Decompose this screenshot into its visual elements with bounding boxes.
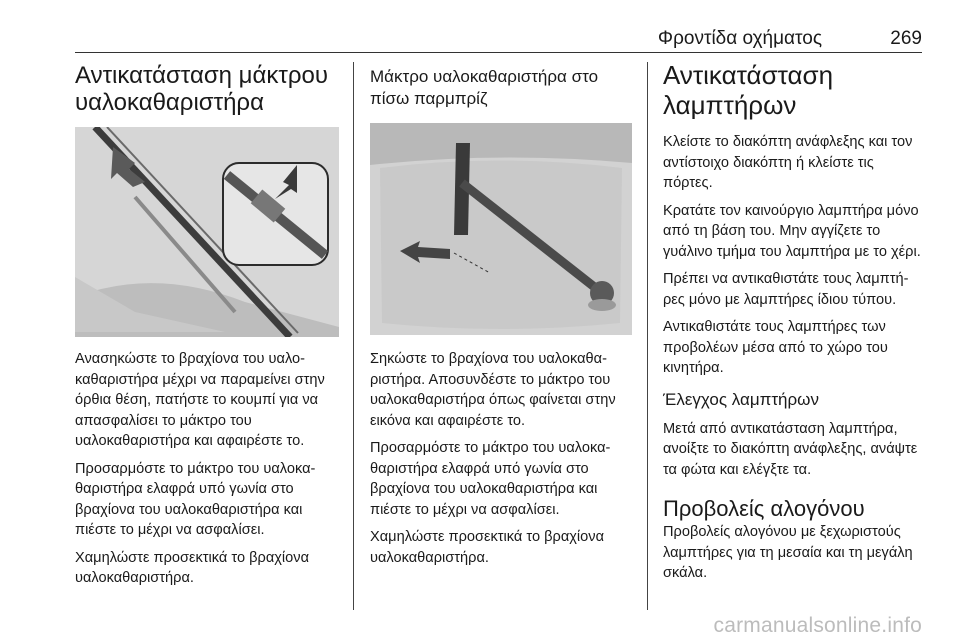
subheading-bulb-check: Έλεγχος λαμπτήρων bbox=[663, 389, 819, 409]
paragraph: Προσαρμόστε το μάκτρο του υαλοκα-θαριστήρα ελαφρά υπό γωνία στο βραχίονα του υαλοκαθαριστήρα και πιέστε το μέχρι να ασφαλίσει. bbox=[75, 460, 316, 538]
watermark: carmanualsonline.info bbox=[713, 614, 922, 637]
header-rule bbox=[75, 52, 922, 53]
paragraph: Χαμηλώστε προσεκτικά το βραχίονα υαλοκαθαριστήρα. bbox=[370, 529, 605, 566]
paragraph: Προσαρμόστε το μάκτρο του υαλοκα-θαριστήρα ελαφρά υπό γωνία στο βραχίονα του υαλοκαθαριστήρα και πιέστε το μέχρι να ασφαλίσει. bbox=[370, 440, 611, 518]
column-bulb-replacement bbox=[663, 60, 925, 591]
column-divider-1 bbox=[353, 62, 354, 610]
section-heading-bulb-replacement: Αντικατάσταση λαμπτήρων bbox=[663, 60, 834, 120]
section-heading-wiper-blade: Αντικατάσταση μάκτρου υαλοκαθαριστήρα bbox=[75, 62, 328, 116]
section-heading-halogen-headlights: Προβολείς αλογόνου bbox=[663, 496, 865, 521]
section-heading-rear-wiper: Μάκτρο υαλοκαθαριστήρα στο πίσω παρμπρίζ bbox=[370, 67, 599, 108]
column-divider-2 bbox=[647, 62, 648, 610]
paragraph: Αντικαθιστάτε τους λαμπτήρες των προβολέων μέσα από το χώρο του κινητήρα. bbox=[663, 319, 888, 376]
paragraph: Πρέπει να αντικαθιστάτε τους λαμπτή-ρες μόνο με λαμπτήρες ίδιου τύπου. bbox=[663, 271, 909, 308]
paragraph: Ανασηκώστε το βραχίονα του υαλο-καθαριστήρα μέχρι να παραμείνει στην όρθια θέση, πατήστε το κουμπί για να απασφαλίσει το μάκτρο του υαλοκαθαριστήρα και αφαιρέστε το. bbox=[75, 351, 325, 449]
paragraph: Κλείστε το διακόπτη ανάφλεξης και τον αντίστοιχο διακόπτη ή κλείστε τις πόρτες. bbox=[663, 134, 913, 191]
paragraph: Προβολείς αλογόνου με ξεχωριστούς λαμπτήρες για τη μεσαία και τη μεγάλη σκάλα. bbox=[663, 524, 913, 581]
running-header-title: Φροντίδα οχήματος bbox=[657, 28, 822, 49]
rear-wiper-blade-illustration bbox=[370, 123, 632, 335]
paragraph: Σηκώστε το βραχίονα του υαλοκαθα-ριστήρα. Αποσυνδέστε το μάκτρο του υαλοκαθαριστήρα όπως φαίνεται στην εικόνα και αφαιρέστε το. bbox=[370, 351, 616, 429]
paragraph: Μετά από αντικατάσταση λαμπτήρα, ανοίξτε το διακόπτη ανάφλεξης, ανάψτε τα φώτα και ελέγξτε τα. bbox=[663, 420, 918, 478]
paragraph: Κρατάτε τον καινούργιο λαμπτήρα μόνο από τη βάση του. Μην αγγίζετε το γυάλινο τμήμα του λαμπτήρα με το χέρι. bbox=[663, 202, 921, 260]
page-number: 269 bbox=[890, 28, 922, 49]
wiper-blade-removal-illustration bbox=[75, 127, 339, 337]
column-wiper-blade-replacement bbox=[75, 62, 343, 596]
paragraph: Χαμηλώστε προσεκτικά το βραχίονα υαλοκαθαριστήρα. bbox=[75, 549, 310, 586]
column-rear-wiper-blade bbox=[370, 66, 638, 575]
